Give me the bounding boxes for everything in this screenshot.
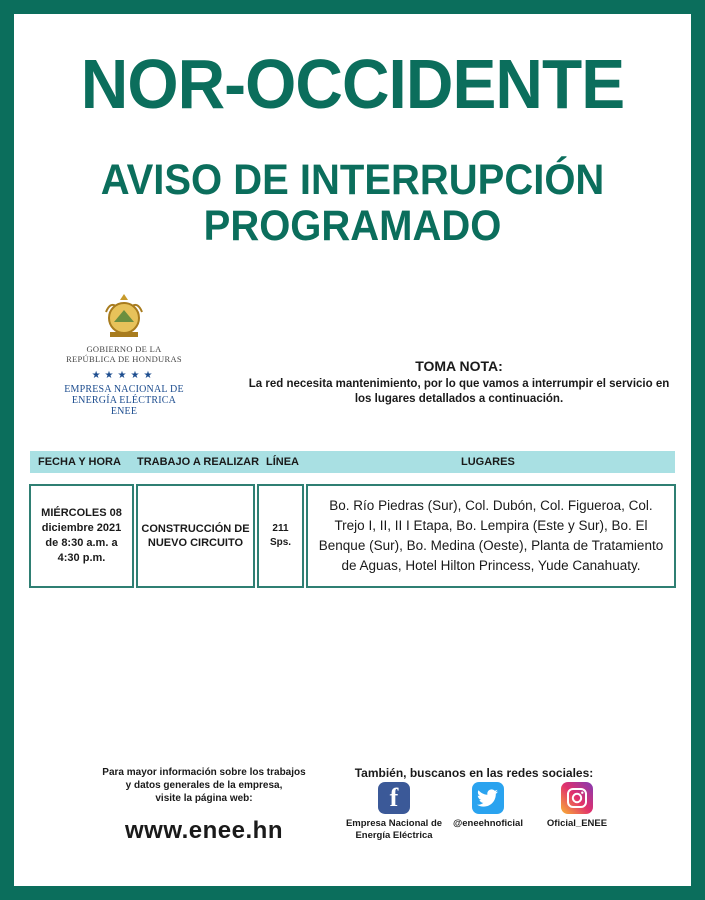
gov-line1: GOBIERNO DE LA xyxy=(86,344,162,354)
facebook-icon: f xyxy=(378,782,410,814)
gov-line2: REPÚBLICA DE HONDURAS xyxy=(66,354,182,364)
note-line1: La red necesita mantenimiento, por lo que vamos a interrumpir el servicio en xyxy=(248,378,670,390)
facebook-line1: Empresa Nacional de xyxy=(345,818,443,829)
cell-places xyxy=(306,484,676,588)
instagram-icon xyxy=(561,782,593,814)
header-date: FECHA Y HORA xyxy=(38,456,121,468)
info-line1: Para mayor información sobre los trabajos xyxy=(102,767,306,778)
places-text: Bo. Río Piedras (Sur), Col. Dubón, Col. Figueroa, Col. Trejo I, II, II I Etapa, Bo. Lempira (Este y Sur), Bo. El Benque (Sur), Bo. Medina (Oeste), Planta de Tratamiento de Aguas, Hotel Hilton Princess, Yude Canahuaty. xyxy=(318,498,664,573)
notice-title-line2: PROGRAMADO xyxy=(203,202,502,250)
instagram-handle: Oficial_ENEE xyxy=(546,818,608,829)
note-heading: TOMA NOTA: xyxy=(415,358,503,374)
info-line2: y datos generales de la empresa, xyxy=(125,780,283,791)
company-line2: ENERGÍA ELÉCTRICA xyxy=(71,395,177,406)
cell-line xyxy=(257,484,304,588)
note-block xyxy=(239,358,679,407)
twitter-icon xyxy=(472,782,504,814)
twitter-handle: @eneehnoficial xyxy=(453,818,523,829)
region-title: NOR-OCCIDENTE xyxy=(80,45,625,123)
table-header xyxy=(30,451,675,473)
date-line2: diciembre 2021 xyxy=(41,522,122,534)
footer-info xyxy=(99,766,309,845)
stars-icon: ★★★★★ xyxy=(91,370,157,381)
social-title: También, buscanos en las redes sociales: xyxy=(354,766,594,780)
date-line4: 4:30 p.m. xyxy=(57,552,106,564)
cell-date xyxy=(29,484,134,588)
info-line3: visite la página web: xyxy=(155,793,253,804)
website-link[interactable]: www.enee.hn xyxy=(125,817,283,844)
work-line1: CONSTRUCCIÓN DE xyxy=(141,523,250,535)
header-line: LÍNEA xyxy=(266,456,299,468)
honduras-coat-of-arms-icon xyxy=(102,292,146,342)
notice-title xyxy=(38,157,668,249)
date-line3: de 8:30 a.m. a xyxy=(45,537,118,549)
line-suffix: Sps. xyxy=(269,537,292,548)
company-line3: ENEE xyxy=(110,406,138,417)
header-work: TRABAJO A REALIZAR xyxy=(137,456,260,468)
gov-label xyxy=(54,344,194,364)
header-places: LUGARES xyxy=(461,456,515,468)
company-name xyxy=(54,384,194,417)
line-number: 211 xyxy=(272,523,289,534)
note-line2: los lugares detallados a continuación. xyxy=(354,393,564,405)
notice-title-line1: AVISO DE INTERRUPCIÓN xyxy=(100,156,605,204)
date-line1: MIÉRCOLES 08 xyxy=(41,507,122,519)
enee-logo xyxy=(54,292,194,417)
facebook-line2: Energía Eléctrica xyxy=(355,830,433,841)
cell-work xyxy=(136,484,255,588)
company-line1: EMPRESA NACIONAL DE xyxy=(64,384,184,395)
instagram-link[interactable] xyxy=(517,782,637,830)
work-line2: NUEVO CIRCUITO xyxy=(147,537,244,549)
